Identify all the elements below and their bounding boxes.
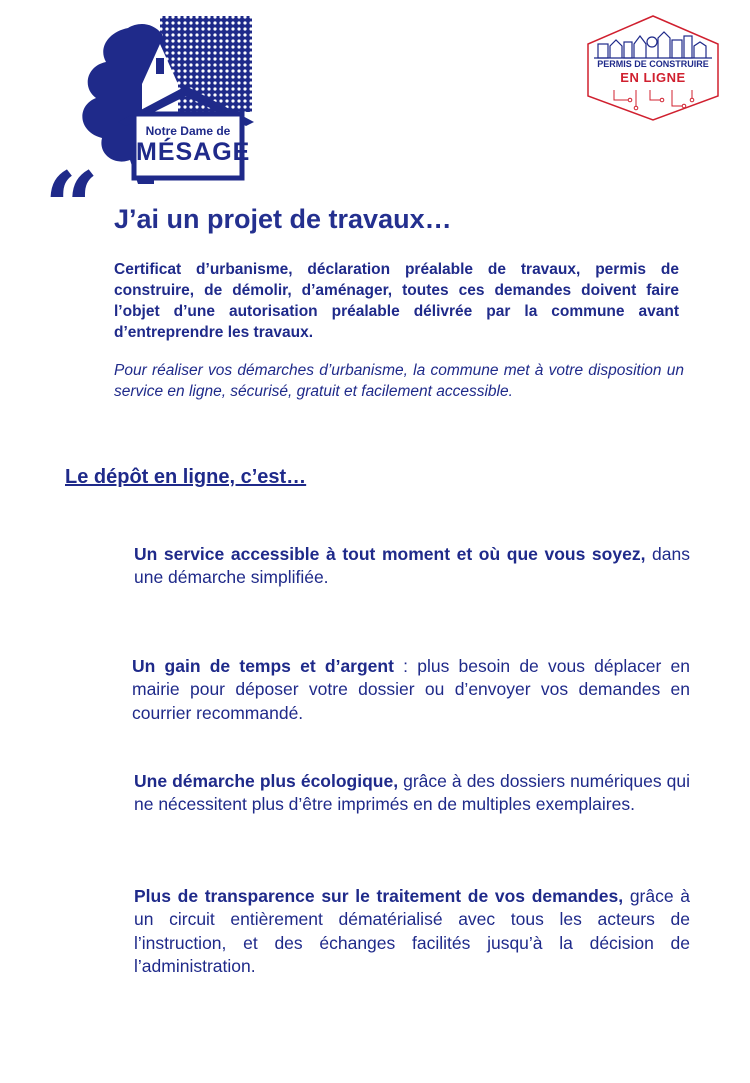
benefit-text: dans une démarche simplifiée. bbox=[134, 544, 690, 588]
benefit-text: grâce à des dossiers numériques qui ne nécessitent plus d’être imprimés en de multiples exemplaires. bbox=[134, 771, 690, 815]
mesage-logo-line2: MÉSAGE bbox=[136, 138, 251, 166]
intro-paragraph: Certificat d’urbanisme, déclaration préalable de travaux, permis de construire, de démolir, d’aménager, toutes ces demandes doivent faire l’objet d’une autorisation préalable délivrée par la commune avant d’entreprendre les travaux. bbox=[114, 261, 679, 341]
benefit-ecological bbox=[134, 770, 690, 817]
page-title: J’ai un projet de travaux… bbox=[114, 204, 452, 234]
section-heading: Le dépôt en ligne, c’est… bbox=[65, 466, 307, 488]
benefit-accessible bbox=[134, 543, 690, 590]
benefit-text: : plus besoin de vous déplacer en mairie pour déposer votre dossier ou d’envoyer vos demandes en courrier recommandé. bbox=[132, 656, 690, 723]
benefit-lead: Plus de transparence sur le traitement de vos demandes, bbox=[134, 886, 624, 906]
permis-logo bbox=[584, 14, 722, 122]
benefit-time-money bbox=[132, 655, 690, 725]
permis-logo-line2: EN LIGNE bbox=[620, 70, 686, 85]
mesage-logo-line1: Notre Dame de bbox=[145, 124, 231, 138]
benefit-transparency bbox=[134, 885, 690, 978]
benefit-lead: Un service accessible à tout moment et où que vous soyez, bbox=[134, 544, 646, 564]
permis-logo-line1: PERMIS DE CONSTRUIRE bbox=[597, 59, 709, 69]
benefit-lead: Un gain de temps et d’argent bbox=[132, 656, 394, 676]
quote-mark: “ bbox=[44, 151, 100, 264]
intro-note: Pour réaliser vos démarches d’urbanisme, la commune met à votre disposition un service en ligne, sécurisé, gratuit et facilement accessible. bbox=[114, 362, 684, 401]
benefit-lead: Une démarche plus écologique, bbox=[134, 771, 399, 791]
benefit-text: grâce à un circuit entièrement dématérialisé avec tous les acteurs de l’instruction, et des échanges facilités jusqu’à la décision de l’administration. bbox=[134, 886, 691, 976]
